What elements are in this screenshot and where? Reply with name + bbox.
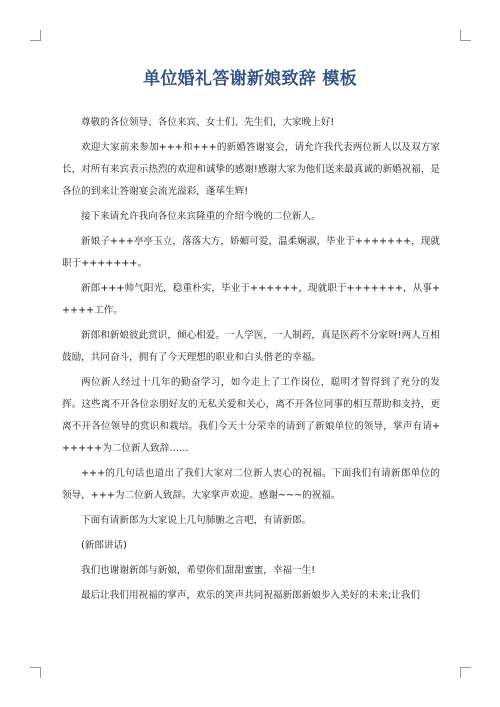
crop-mark-bottom-right <box>460 667 471 678</box>
paragraph-groom: 新郎+++帅气阳光，稳重朴实，毕业于++++++，现就职于+++++++，从事+++++工作。 <box>62 283 440 316</box>
crop-mark-top-right <box>460 30 471 41</box>
paragraph-groom-speech-note: (新郎讲话) <box>81 540 127 551</box>
crop-mark-top-left <box>30 30 41 41</box>
paragraph-welcome: 欢迎大家前来参加+++和+++的新婚答谢宴会，请允许我代表两位新人以及双方家长，对所有来宾表示热烈的欢迎和诚挚的感谢!感谢大家为他们送来最真诚的新婚祝福，是各位的到来让答谢宴会流光溢彩，蓬荜生辉! <box>62 142 441 197</box>
document-title: 单位婚礼答谢新娘致辞 模板 <box>143 69 357 89</box>
paragraph-thanks: 我们也谢谢新郎与新娘，希望你们甜甜蜜蜜，幸福一生! <box>81 565 316 576</box>
document-body <box>62 112 440 610</box>
paragraph-couple: 新郎和新娘彼此赏识，倾心相爱。一人学医，一人制药，真是医药不分家呀!两人互相鼓励，共同奋斗，拥有了今天理想的职业和白头偕老的幸福。 <box>62 330 440 363</box>
paragraph-closing: 最后让我们用祝福的掌声，欢乐的笑声共同祝福新郎新娘步入美好的未来;让我们 <box>81 590 421 601</box>
paragraph-career: 两位新人经过十几年的勤奋学习，如今走上了工作岗位，聪明才智得到了充分的发挥。这些离不开各位亲朋好友的无私关爱和关心，离不开各位同事的相互帮助和支持，更离不开各位领导的赏识和栽培。我们今天十分荣幸的请到了新娘单位的领导，掌声有请++++++为二位新人致辞…… <box>62 377 440 454</box>
paragraph-groom-invite: 下面有请新郎为大家说上几句肺腑之言吧，有请新郎。 <box>81 515 312 526</box>
paragraph-greeting: 尊敬的各位领导、各位来宾、女士们、先生们，大家晚上好! <box>81 117 335 128</box>
paragraph-leader-speech: +++的几句话也道出了我们大家对二位新人衷心的祝福。下面我们有请新郎单位的领导，+++为二位新人致辞。大家掌声欢迎。感谢~~~的祝福。 <box>62 468 440 501</box>
paragraph-bride: 新娘子+++亭亭玉立，落落大方，娇媚可爱，温柔娴淑，毕业于+++++++，现就职于+++++++。 <box>62 236 440 269</box>
crop-mark-bottom-left <box>30 667 41 678</box>
paragraph-introduction: 接下来请允许我向各位来宾隆重的介绍今晚的二位新人。 <box>81 211 321 222</box>
